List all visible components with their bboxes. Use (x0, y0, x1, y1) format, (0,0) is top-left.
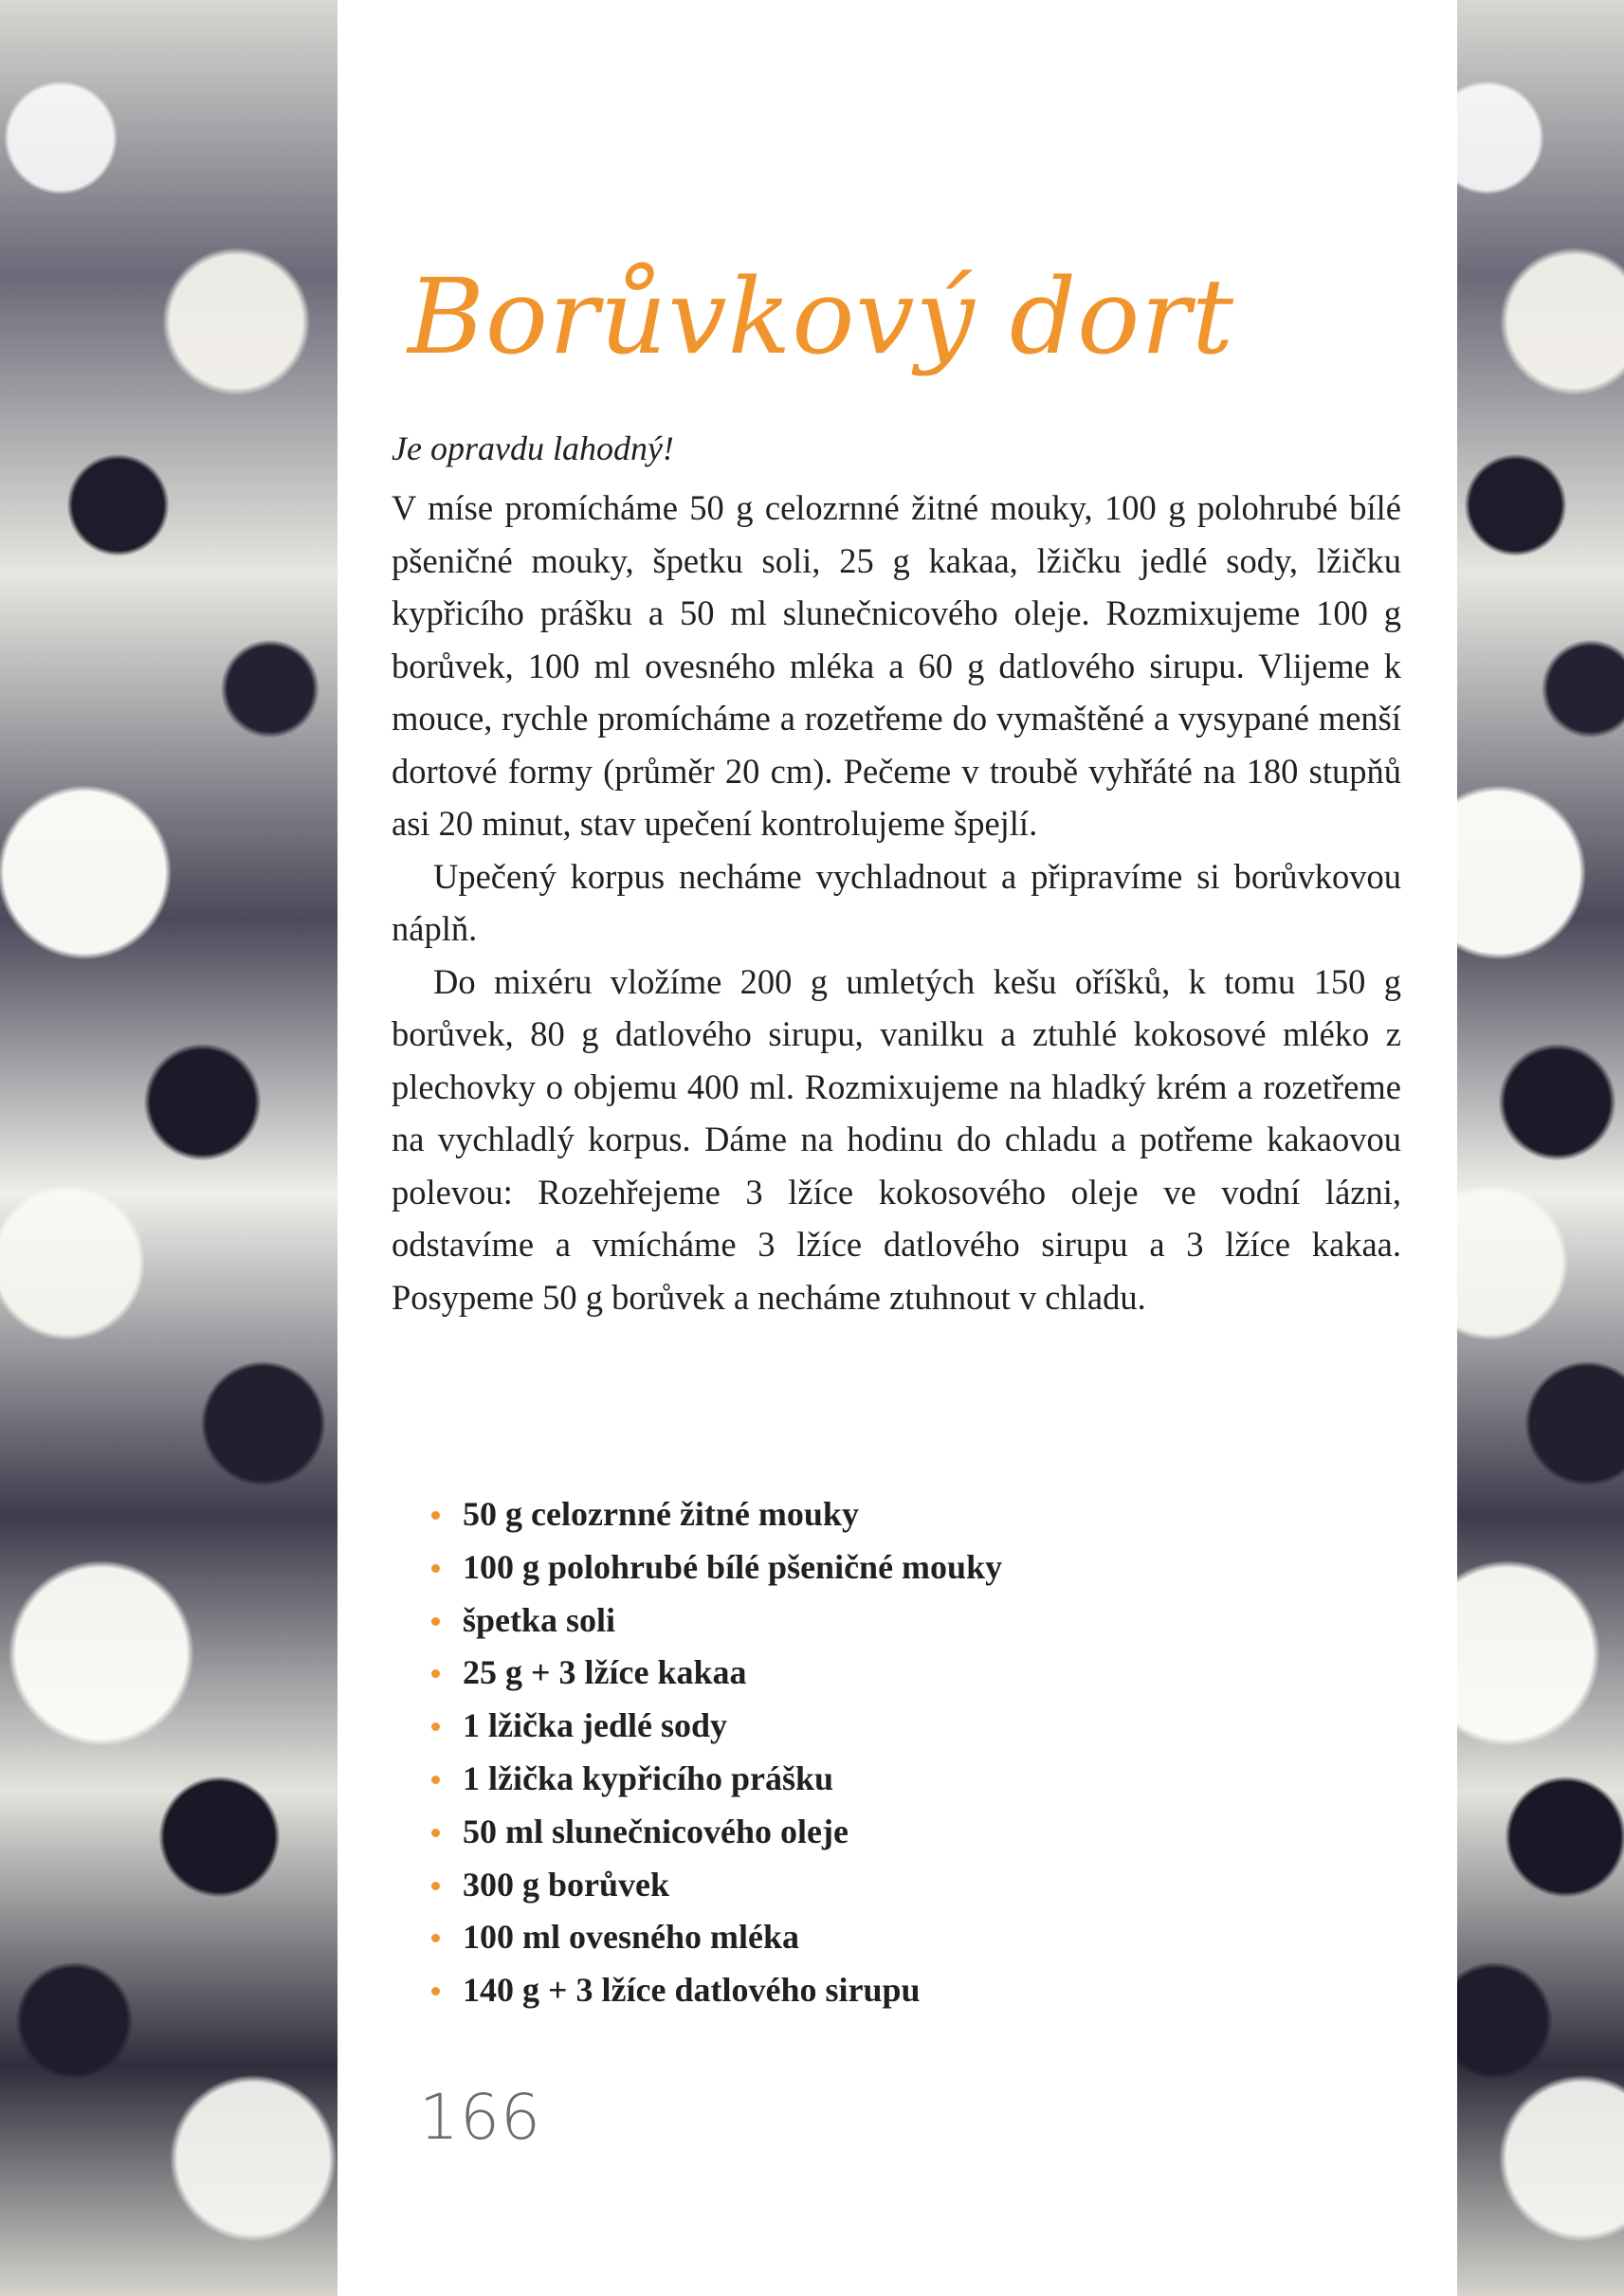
ingredient-label: špetka soli (463, 1600, 616, 1639)
bullet-icon (431, 1776, 440, 1784)
ingredient-item (431, 1647, 1002, 1700)
ingredient-item (431, 1911, 1002, 1964)
ingredient-label: 140 g + 3 lžíce datlového sirupu (463, 1971, 921, 2010)
ingredient-label: 25 g + 3 lžíce kakaa (463, 1653, 747, 1692)
bullet-icon (431, 1882, 440, 1890)
ingredient-label: 1 lžička kypřicího prášku (463, 1758, 834, 1797)
bullet-icon (431, 1987, 440, 1995)
ingredient-item (431, 1541, 1002, 1594)
instruction-paragraph: Do mixéru vložíme 200 g umletých kešu oříšků, k tomu 150 g borůvek, 80 g datlového sirupu, vanilku a ztuhlé kokosové mléko z plechovky o objemu 400 ml. Rozmixujeme na hladký krém a rozetřeme na vychladlý korpus. Dáme na hodinu do chladu a potřeme kakaovou polevou: Rozehřejeme 3 lžíce kokosového oleje ve vodní lázni, odstavíme a vmícháme 3 lžíce datlového sirupu a 3 lžíce kakaa. Posypeme 50 g borůvek a necháme ztuhnout v chladu. (392, 961, 1401, 1317)
ingredient-item (431, 1859, 1002, 1912)
bullet-icon (431, 1722, 440, 1731)
blueberry-photo-left (0, 0, 338, 2296)
bullet-icon (431, 1934, 440, 1942)
page-number: 166 (419, 2081, 541, 2154)
bullet-icon (431, 1511, 440, 1520)
ingredient-label: 1 lžička jedlé sody (463, 1706, 727, 1745)
ingredient-item (431, 1594, 1002, 1648)
ingredient-item (431, 1753, 1002, 1806)
recipe-instructions (392, 482, 1401, 1323)
ingredient-item (431, 1806, 1002, 1859)
ingredient-label: 100 ml ovesného mléka (463, 1918, 799, 1957)
ingredients-list (431, 1488, 1002, 2017)
ingredient-item (431, 1964, 1002, 2017)
bullet-icon (431, 1829, 440, 1837)
recipe-subtitle: Je opravdu lahodný! (392, 429, 674, 467)
ingredient-label: 100 g polohrubé bílé pšeničné mouky (463, 1547, 1003, 1586)
ingredient-item (431, 1488, 1002, 1541)
ingredient-item (431, 1700, 1002, 1753)
instruction-paragraph: V míse promícháme 50 g celozrnné žitné mouky, 100 g polohrubé bílé pšeničné mouky, špetku soli, 25 g kakaa, lžičku jedlé sody, lžičku kypřicího prášku a 50 ml slunečnicového oleje. Rozmixujeme 100 g borůvek, 100 ml ovesného mléka a 60 g datlového sirupu. Vlijeme k mouce, rychle promícháme a rozetřeme do vymaštěné a vysypané menší dortové formy (průměr 20 cm). Pečeme v troubě vyhřáté na 180 stupňů asi 20 minut, stav upečení kontrolujeme špejlí. (392, 488, 1401, 843)
ingredient-label: 50 ml slunečnicového oleje (463, 1812, 848, 1850)
bullet-icon (431, 1617, 440, 1626)
blueberry-photo-right (1457, 0, 1624, 2296)
ingredient-label: 50 g celozrnné žitné mouky (463, 1495, 859, 1533)
ingredient-label: 300 g borůvek (463, 1865, 670, 1904)
instruction-paragraph: Upečený korpus necháme vychladnout a připravíme si borůvkovou náplň. (392, 856, 1401, 948)
bullet-icon (431, 1564, 440, 1573)
bullet-icon (431, 1669, 440, 1678)
recipe-title: Borůvkový dort (408, 256, 1235, 377)
